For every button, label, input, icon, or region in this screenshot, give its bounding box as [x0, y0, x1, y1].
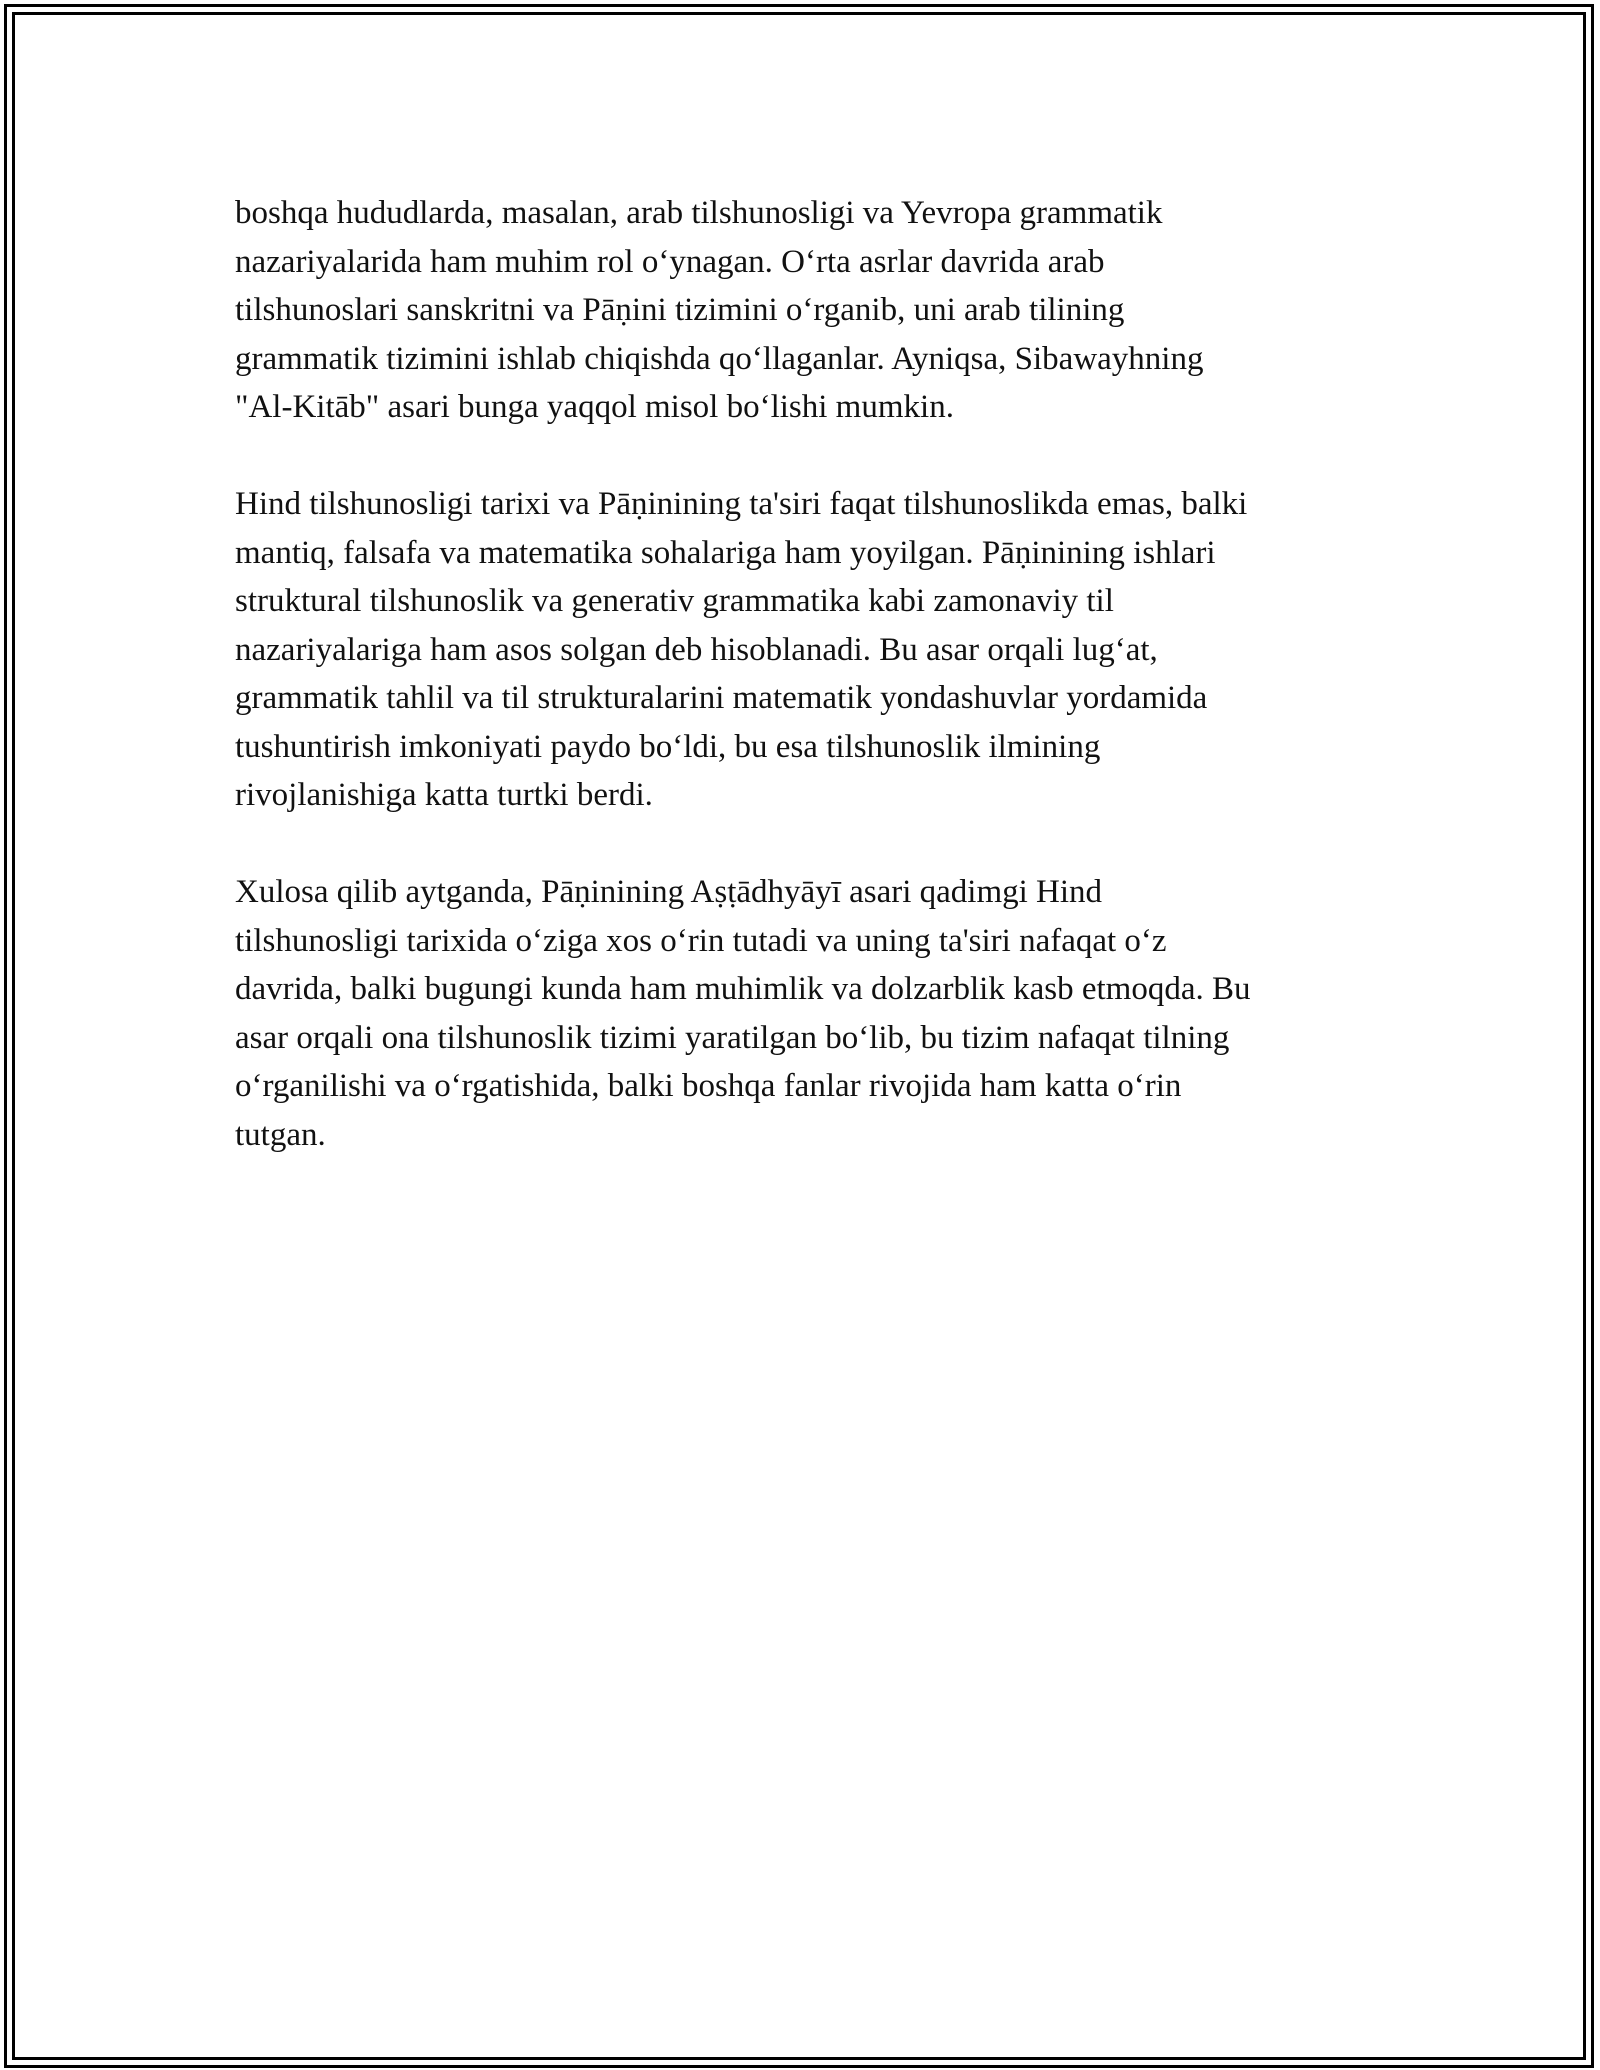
text-line: "Al-Kitāb" asari bunga yaqqol misol bo‘lishi mumkin.	[235, 389, 954, 425]
text-line: struktural tilshunoslik va generativ grammatika kabi zamonaviy til	[235, 583, 1114, 619]
text-line: grammatik tahlil va til strukturalarini matematik yondashuvlar yordamida	[235, 680, 1208, 716]
text-line: grammatik tizimini ishlab chiqishda qo‘llaganlar. Ayniqsa, Sibawayhning	[235, 340, 1204, 377]
paragraph-1	[235, 189, 1370, 432]
text-line: asar orqali ona tilshunoslik tizimi yaratilgan bo‘lib, bu tizim nafaqat tilning	[235, 1019, 1230, 1056]
paragraph-2	[235, 480, 1370, 820]
page-body	[235, 189, 1370, 1208]
text-line: davrida, balki bugungi kunda ham muhimlik va dolzarblik kasb etmoqda. Bu	[235, 971, 1251, 1007]
text-line: tutgan.	[235, 1116, 326, 1153]
text-line: Xulosa qilib aytganda, Pāṇinining Aṣṭādhyāyī asari qadimgi Hind	[235, 874, 1103, 910]
text-line: mantiq, falsafa va matematika sohalariga ham yoyilgan. Pāṇinining ishlari	[235, 534, 1216, 571]
text-line: tilshunoslari sanskritni va Pāṇini tizimini o‘rganib, uni arab tilining	[235, 292, 1125, 328]
text-line: tilshunosligi tarixida o‘ziga xos o‘rin tutadi va uning ta'siri nafaqat o‘z	[235, 922, 1167, 959]
text-line: boshqa hududlarda, masalan, arab tilshunosligi va Yevropa grammatik	[235, 195, 1163, 231]
text-line: tushuntirish imkoniyati paydo bo‘ldi, bu esa tilshunoslik ilmining	[235, 728, 1101, 765]
paragraph-3	[235, 868, 1370, 1159]
text-line: rivojlanishiga katta turtki berdi.	[235, 777, 653, 813]
text-line: nazariyalariga ham asos solgan deb hisoblanadi. Bu asar orqali lug‘at,	[235, 631, 1158, 668]
text-line: Hind tilshunosligi tarixi va Pāṇinining ta'siri faqat tilshunoslikda emas, balki	[235, 486, 1248, 522]
text-line: o‘rganilishi va o‘rgatishida, balki boshqa fanlar rivojida ham katta o‘rin	[235, 1068, 1182, 1104]
text-line: nazariyalarida ham muhim rol o‘ynagan. O‘rta asrlar davrida arab	[235, 243, 1105, 280]
